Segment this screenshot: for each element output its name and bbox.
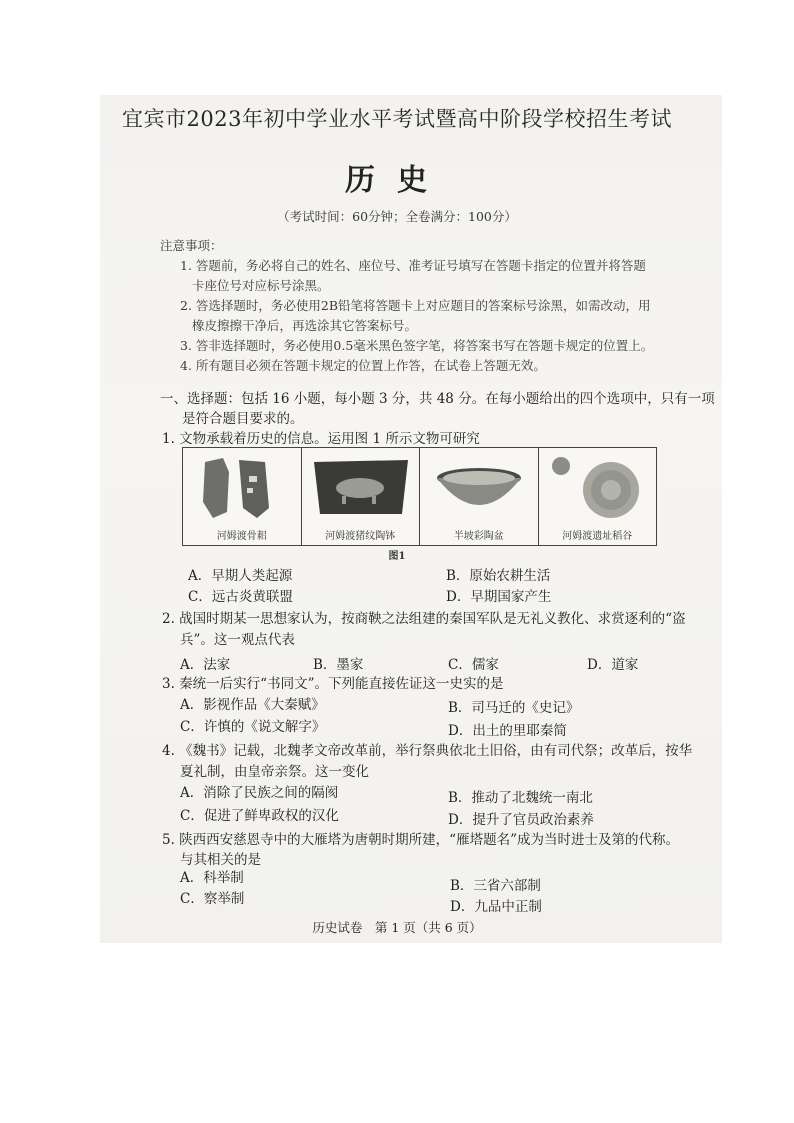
notice-heading: 注意事项： <box>160 238 223 253</box>
question-1-stem: 1. 文物承载着历史的信息。运用图 1 所示文物可研究 <box>162 431 480 447</box>
question-3-option-c: C．许慎的《说文解字》 <box>180 719 326 735</box>
painted-basin-image <box>420 452 538 524</box>
exam-title: 宜宾市2023年初中学业水平考试暨高中阶段学校招生考试 <box>122 107 672 131</box>
question-4-option-b: B．推动了北魏统一南北 <box>448 790 593 806</box>
figure-panel-pig-bowl <box>302 448 421 545</box>
notice-item: 橡皮擦擦干净后，再选涂其它答案标号。 <box>192 318 418 333</box>
question-1-option-b: B．原始农耕生活 <box>446 568 551 584</box>
question-1-option-a: A．早期人类起源 <box>188 568 293 584</box>
notice-item: 卡座位号对应标号涂黑。 <box>192 278 330 293</box>
question-3-option-b: B．司马迁的《史记》 <box>448 700 580 716</box>
question-2-stem: 2. 战国时期某一思想家认为，按商鞅之法组建的秦国军队是无礼义教化、求赏逐利的“盗 <box>162 611 686 627</box>
figure-caption: 河姆渡遗址稻谷 <box>562 531 633 542</box>
question-3-option-d: D．出土的里耶秦简 <box>448 723 567 739</box>
notice-item: 4. 所有题目必须在答题卡规定的位置上作答，在试卷上答题无效。 <box>180 358 546 373</box>
question-4-option-a: A．消除了民族之间的隔阂 <box>180 785 339 801</box>
question-1-option-d: D．早期国家产生 <box>446 589 552 605</box>
question-5-option-c: C．察举制 <box>180 891 245 907</box>
figure-panel-bone-si <box>183 448 302 545</box>
page-footer: 历史试卷 第 1 页（共 6 页） <box>312 920 482 935</box>
question-2-option-b: B．墨家 <box>313 657 364 673</box>
question-2-option-c: C．儒家 <box>448 657 499 673</box>
notice-item: 3. 答非选择题时，务必使用0.5毫米黑色签字笔，将答案书写在答题卡规定的位置上。 <box>180 338 654 353</box>
rice-grains-image <box>539 452 657 524</box>
figure-1 <box>182 447 657 546</box>
section-heading: 一、选择题：包括 16 小题，每小题 3 分，共 48 分。在每小题给出的四个选项中，只有一项 <box>160 391 715 407</box>
question-4-stem-cont: 夏礼制，由皇帝亲祭。这一变化 <box>180 764 369 780</box>
subject-title: 历史 <box>345 163 449 198</box>
pig-pattern-bowl-image <box>302 452 420 524</box>
question-4-option-c: C．促进了鲜卑政权的汉化 <box>180 808 339 824</box>
question-5-option-a: A．科举制 <box>180 870 244 886</box>
question-1-option-c: C．远古炎黄联盟 <box>188 589 293 605</box>
question-2-option-a: A．法家 <box>180 657 231 673</box>
figure-caption: 河姆渡骨耜 <box>216 531 267 542</box>
question-3-option-a: A．影视作品《大秦赋》 <box>180 697 325 713</box>
section-heading-cont: 是符合题目要求的。 <box>182 411 304 427</box>
question-2-option-d: D．道家 <box>587 657 639 673</box>
exam-time-info: （考试时间：60分钟；全卷满分：100分） <box>277 209 517 224</box>
figure-panel-painted-basin <box>420 448 539 545</box>
question-5-stem: 5. 陕西西安慈恩寺中的大雁塔为唐朝时期所建，“雁塔题名”成为当时进士及第的代称。 <box>162 832 679 848</box>
question-4-option-d: D．提升了官员政治素养 <box>448 812 594 828</box>
notice-item: 2. 答选择题时，务必使用2B铅笔将答题卡上对应题目的答案标号涂黑，如需改动，用 <box>180 298 651 313</box>
figure-1-label: 图1 <box>388 551 406 562</box>
bone-si-image <box>183 452 301 524</box>
question-5-option-b: B．三省六部制 <box>450 878 541 894</box>
question-3-stem: 3. 秦统一后实行“书同文”。下列能直接佐证这一史实的是 <box>162 676 504 692</box>
figure-panel-rice-grains <box>539 448 657 545</box>
question-5-stem-cont: 与其相关的是 <box>180 852 261 868</box>
question-5-option-d: D．九品中正制 <box>450 899 542 915</box>
figure-caption: 河姆渡猪纹陶钵 <box>325 531 396 542</box>
question-4-stem: 4. 《魏书》记载，北魏孝文帝改革前，举行祭典依北土旧俗，由有司代祭；改革后，按华 <box>162 743 693 759</box>
question-2-stem-cont: 兵”。这一观点代表 <box>180 632 295 648</box>
figure-caption: 半坡彩陶盆 <box>453 531 504 542</box>
notice-item: 1. 答题前，务必将自己的姓名、座位号、准考证号填写在答题卡指定的位置并将答题 <box>180 258 646 273</box>
